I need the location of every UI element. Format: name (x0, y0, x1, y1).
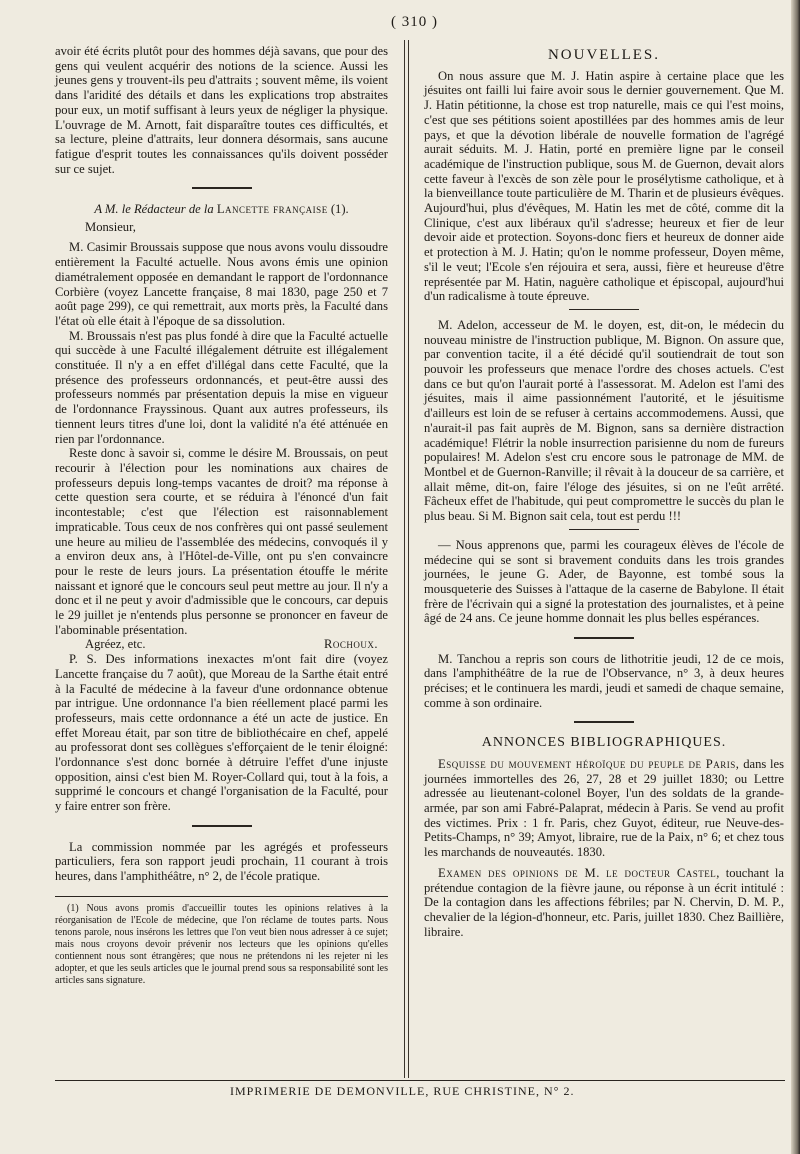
postscript-paragraph: P. S. Des informations inexactes m'ont fait dire (voyez Lancette française du 7 août), que Moreau de la Sarthe était entré à la Faculté de médecine à la faveur d'une ordonnance obtenue par intrigue. Une ordonnance l'a bien réellement placé parmi les professeurs, mais cette ordonnance a été un acte de justice. En effet Moreau était, par son titre de bibliothécaire en chef, appelé au professorat dont ses collègues s'efforçaient de le tenir éloigné: l'ordonnance s'est donc bornée à détruire l'effet d'une injuste opposition, ainsi c'est bien M. Royer-Collard qui, tout à la fois, a supprimé le concours et changé l'organisation de la Faculté, pour y faire entrer son frère. (55, 652, 388, 814)
book-review-paragraph: avoir été écrits plutôt pour des hommes déjà savans, que pour des gens qui veulent acquérir des notions de la science. Aussi les jeunes gens y trouvent-ils peu d'attraits ; souvent même, ils voient dans l'aridité des détails et dans les explications trop abstraites pour eux, un motif suffisant à leurs yeux de négliger la physique. L'ouvrage de M. Arnott, fait disparaître toutes ces difficultés, et sa lecture, pleine d'attraits, leur donnera désormais, sans aucune fatigue d'esprit toutes les connaissances qu'ils doivent posséder sur ce sujet. (55, 44, 388, 176)
short-rule (569, 309, 639, 310)
section-title-nouvelles: NOUVELLES. (547, 47, 661, 63)
left-column (55, 44, 388, 987)
letter-salutation: Monsieur, (85, 219, 136, 234)
column-divider (404, 40, 405, 1078)
letter-signature: Rochoux. (323, 637, 378, 652)
ornament-divider (424, 716, 784, 731)
short-rule (569, 529, 639, 530)
announcement-2-body: touchant la prétendue contagion de la fièvre jaune, ou réponse à un écrit intitulé : De la contagion dans les affections fébriles; par N. Chervin, D. M. P., chevalier de la légion-d'honneur, etc. Paris, juillet 1830. Chez Baillière, libraire. (424, 865, 784, 939)
news-paragraph-adelon: M. Adelon, accesseur de M. le doyen, est, dit-on, le médecin du nouveau ministre de l'instruction publique, M. Bignon. On assure que, par convention tacite, il a été décidé qu'il soutiendrait de tout son pouvoir les professeurs que menace l'ordre des choses actuels. C'est dans ce but qu'on l'aurait porté à l'assessorat. M. Adelon est l'ami des jésuites, mais il aime passionnément l'autorité, et le jésuitisme d'ailleurs est loin de se refuser à certains accommodemens. Aussi, que n'aurait-il pas fait auprès de M. Bignon, sans sa dernière distraction académique! Flétrir la noble insurrection parisienne du nom de fureurs populaires! M. Adelon s'est cru encore sous le patronage de MM. de Montbel et de Guernon-Ranville; il rêvait à la douceur de sa carrière, et allait même, dit-on, faire l'éloge des jésuites, si on ne l'eût arrêté. Fâcheux effet de l'habitude, qui peut compromettre le succès du plan le plus beau. Si M. Bignon sait cela, tout est perdu !!! (424, 317, 784, 524)
ornament-divider (55, 819, 388, 834)
footnote-rule (55, 896, 388, 897)
announcement-1-title: Esquisse du mouvement héroïque du peuple de Paris, (438, 756, 740, 771)
announcement-1-body: dans les journées immortelles des 26, 27, 28 et 29 juillet 1830; ou Lettre adressée au lieutenant-colonel Boyer, l'un des soldats de la grande-armée, par son ami Fabré-Palaprat, médecin à Paris. Se vend au profit des victimes. Prix : 1 fr. Paris, chez Guyot, éditeur, rue Neuve-des-Petits-Champs, n° 39; Amyot, libraire, rue de la Paix, n° 6; et chez tous les marchands de nouveautés. 1830. (424, 756, 784, 860)
bottom-rule (55, 1080, 785, 1081)
page-number: ( 310 ) (391, 14, 438, 30)
letter-paragraph-2: M. Broussais n'est pas plus fondé à dire que la Faculté actuelle qui succède à une Faculté illégalement détruite est illégalement constituée. Il n'y a en effet d'illégal dans cette Faculté, que la présence des professeurs ordonnancés, et peut-être aussi des professeurs nommés par présentation depuis la mise en vigueur de l'ordonnance Frayssinous. Quant aux autres professeurs, ils tiennent leurs titres d'une loi, dont la validité n'a été atténuée en rien par l'ordonnance. (55, 328, 388, 446)
letter-heading-prefix: A M. le Rédacteur de la (94, 202, 214, 217)
page-edge-shadow (791, 0, 800, 1154)
column-divider-inner (408, 40, 409, 1078)
printer-imprint: IMPRIMERIE DE DEMONVILLE, RUE CHRISTINE, N° 2. (230, 1084, 575, 1098)
letter-heading-note: (1). (330, 202, 349, 217)
announcement-2 (424, 866, 784, 940)
footnote: (1) Nous avons promis d'accueillir toutes les opinions relatives à la réorganisation de l'Ecole de médecine, que l'on réclame de toutes parts. Nous tenons parole, nous insérons les lettres que l'on veut bien nous adresser à ce sujet; mais nous croyons devoir prévenir nos lecteurs que les opinions qu'elles contiennent nous sont étrangères; que nous ne prétendons ni les rejeter ni les adopter, et que les seuls articles que le journal prend sous sa responsabilité sont les articles sans signature. (55, 902, 388, 986)
letter-heading-paper: Lancette française (216, 202, 328, 217)
news-paragraph-ader: — Nous apprenons que, parmi les courageux élèves de l'école de médecine qui se sont si bravement conduits dans les trois grandes journées, le jeune G. Ader, de Bayonne, est tombé sous la mousqueterie des Suisses à l'attaque de la caserne de Babylone. Il était frère de l'écrivain qui a signé la protestation des journalistes, et à peine âgé de 24 ans. Ce jeune homme donnait les plus belles espérances. (424, 537, 784, 626)
section-title-annonces: ANNONCES BIBLIOGRAPHIQUES. (481, 735, 727, 751)
letter-signoff (55, 637, 388, 652)
letter-closing: Agréez, etc. (85, 637, 146, 652)
letter-paragraph-1: M. Casimir Broussais suppose que nous avons voulu dissoudre entièrement la Faculté actuelle. Nous avons émis une opinion diamétralement opposée en demandant le rapport de l'ordonnance Corbière (voyez Lancette française, 8 mai 1830, page 250 et 7 août page 299), ce qui remettrait, aux morts près, la Faculté dans l'état où elle était à l'époque de sa dissolution. (55, 240, 388, 328)
commission-paragraph: La commission nommée par les agrégés et professeurs particuliers, fera son rapport jeudi prochain, 11 courant à trois heures, dans l'amphithéâtre, n° 2, de l'école pratique. (55, 839, 388, 883)
news-paragraph-hatin: On nous assure que M. J. Hatin aspire à certaine place que les jésuites ont failli lui faire avoir sous le dernier gouvernement. Que M. J. Hatin pétitionne, la chose est trop naturelle, mais ce qui l'est moins, c'est que ses pétitions soient apostillées par des hommes amis de leur pays, et que la dévotion libérale de nouvelle formation de l'agrégé aurait séduits. M. J. Hatin, porté en première ligne par le conseil académique de l'instruction publique, sous M. de Guernon, devait alors cette faveur à l'excès de son zèle pour le prosélytisme catholique, et à la bienveillance toute particulière de M. Tharin et de plusieurs évêques. Aujourd'hui, plus d'évêques, M. Hatin les met de côté, comme dit la Clinique, c'est aux libéraux qu'il s'adresse; heureux et fier de leur devoir aide et protection. Soyons-donc fiers et heureux de donner aide et protection à M. J. Hatin; qu'on le nomme professeur, Doyen même, s'il le veut; l'Ecole s'en réjouira et sera, aussi, fière et heureuse d'être représentée par M. Hatin, naguère catholique et épiscopal, aujourd'hui d'un radicalisme à toute épreuve. (424, 68, 784, 304)
letter-paragraph-3: Reste donc à savoir si, comme le désire M. Broussais, on peut recourir à l'élection pour les nominations aux chaires de professeurs depuis long-temps vacantes de droit? ma réponse à cette question sera courte, et se réduira à l'énoncé d'un fait incontestable; c'est que l'élection est raisonnablement impraticable. Tous ceux de nos confrères qui ont passé seulement une heure au milieu de l'assemblée des médecins, convoqués il y a environ deux ans, à l'Hôtel-de-Ville, ont pu s'en convaincre pour le reste de leurs jours. La présentation étouffe le mérite naissant et ignoré que le concours seul peut mettre au jour. Il n'y a donc et il ne peut y avoir d'admissible que le concours, car depuis le 29 juillet je n'entends plus personne se prononcer en faveur de l'abominable présentation. (55, 446, 388, 637)
news-paragraph-tanchou: M. Tanchou a repris son cours de lithotritie jeudi, 12 de ce mois, dans l'amphithéâtre de la rue de l'Observance, n° 3, à deux heures précises; et le continuera les mardi, jeudi et samedi de chaque semaine, comme à son ordinaire. (424, 651, 784, 710)
ornament-divider (55, 181, 388, 196)
ornament-divider (424, 631, 784, 646)
letter-heading (55, 202, 388, 217)
announcement-1 (424, 757, 784, 860)
announcement-2-title: Examen des opinions de M. le docteur Castel, (438, 865, 720, 880)
right-column (424, 48, 784, 939)
